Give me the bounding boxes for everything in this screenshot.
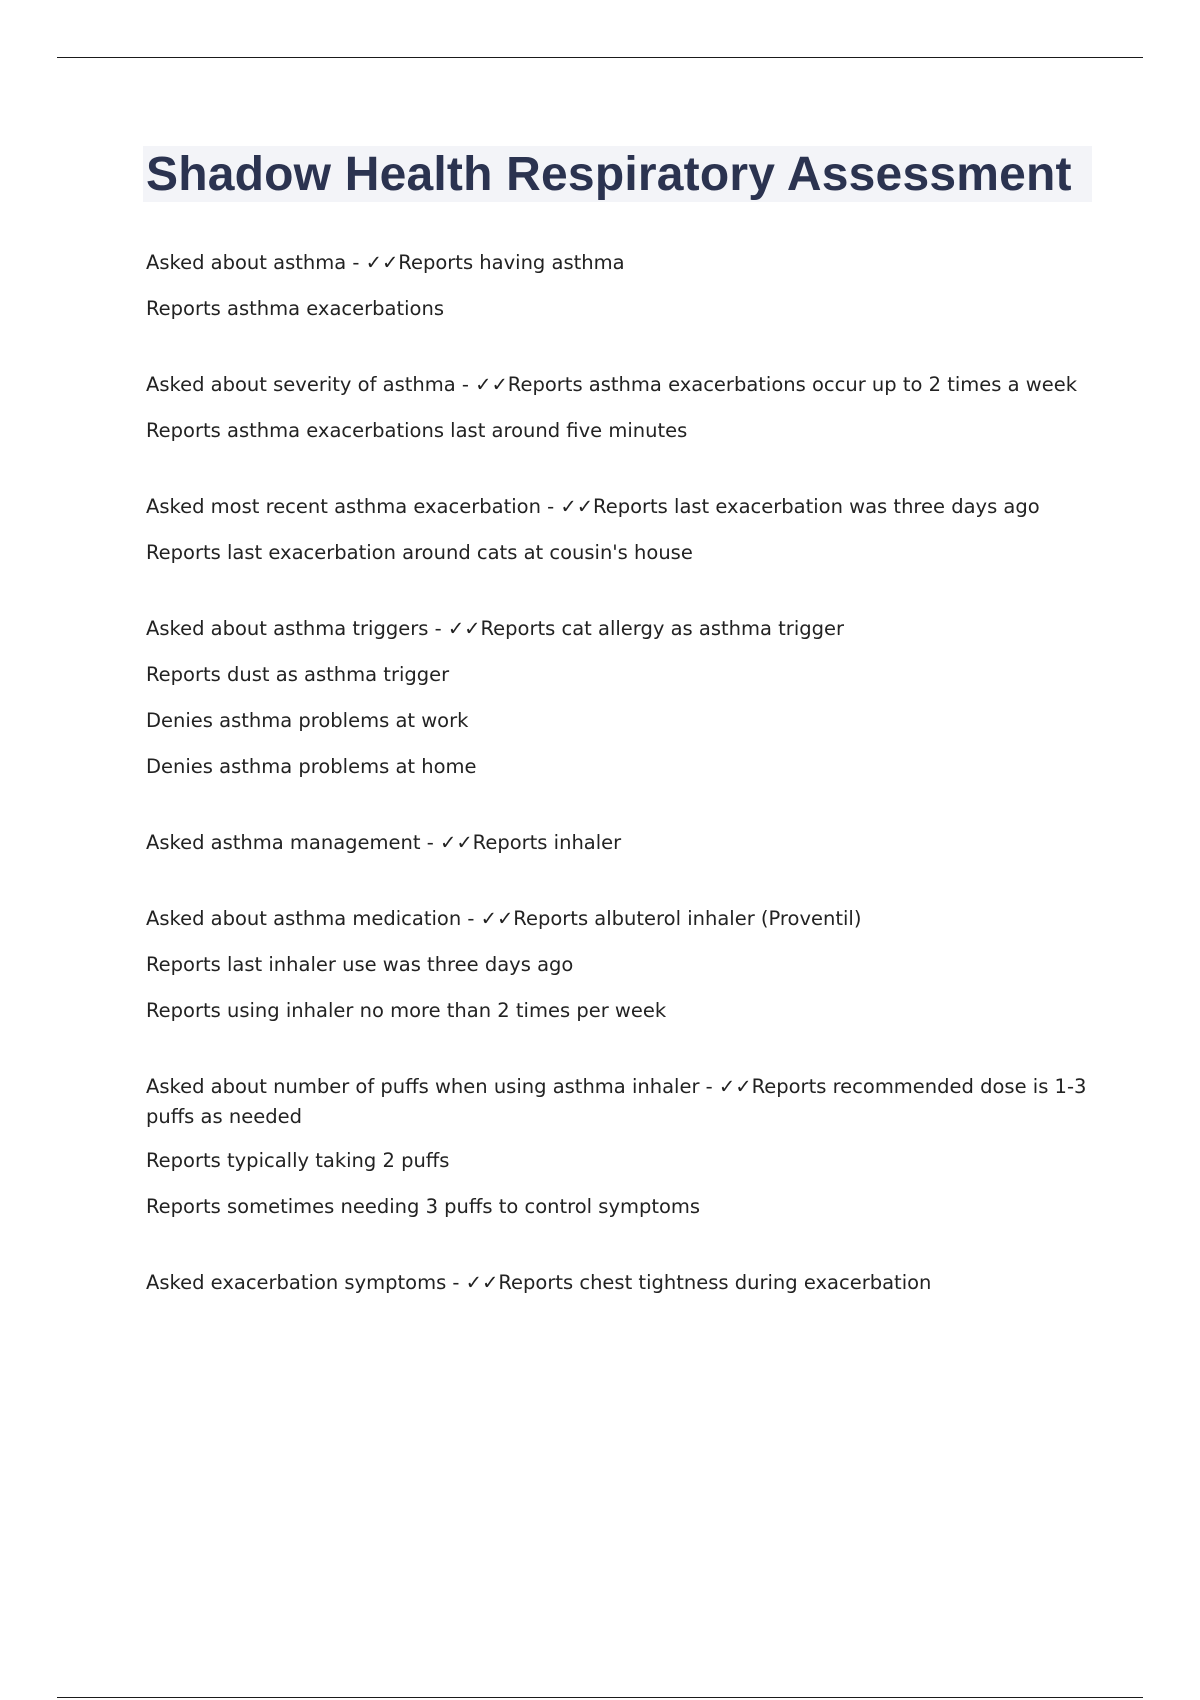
qa-group — [146, 1072, 1096, 1222]
qa-group — [146, 614, 1096, 782]
qa-line: Asked about asthma medication - ✓✓Reports albuterol inhaler (Proventil) — [146, 907, 862, 930]
qa-line: Asked about asthma triggers - ✓✓Reports cat allergy as asthma trigger — [146, 617, 845, 640]
qa-group — [146, 370, 1096, 446]
qa-group — [146, 904, 1096, 1026]
document-body — [146, 248, 1096, 1344]
qa-group — [146, 828, 1096, 858]
qa-line: Reports last inhaler use was three days ago — [146, 953, 574, 976]
qa-group — [146, 248, 1096, 324]
qa-line: Asked about severity of asthma - ✓✓Reports asthma exacerbations occur up to 2 times a week — [146, 373, 1078, 396]
bottom-divider — [57, 1697, 1143, 1698]
qa-line: Reports dust as asthma trigger — [146, 663, 450, 686]
qa-line: Reports typically taking 2 puffs — [146, 1149, 450, 1172]
qa-line: Asked about asthma - ✓✓Reports having asthma — [146, 251, 625, 274]
qa-line: Asked about number of puffs when using asthma inhaler - ✓✓Reports recommended dose is 1-3 puffs as needed — [146, 1075, 1087, 1128]
qa-line: Reports last exacerbation around cats at cousin's house — [146, 541, 693, 564]
page-title: Shadow Health Respiratory Assessment — [146, 147, 1072, 201]
qa-line: Reports asthma exacerbations — [146, 297, 444, 320]
qa-line: Asked exacerbation symptoms - ✓✓Reports chest tightness during exacerbation — [146, 1271, 932, 1294]
qa-line: Reports asthma exacerbations last around five minutes — [146, 419, 688, 442]
qa-group — [146, 492, 1096, 568]
qa-line: Reports sometimes needing 3 puffs to control symptoms — [146, 1195, 701, 1218]
qa-line: Denies asthma problems at home — [146, 755, 477, 778]
qa-line: Asked most recent asthma exacerbation - ✓✓Reports last exacerbation was three days ago — [146, 495, 1040, 518]
qa-group — [146, 1268, 1096, 1298]
qa-line: Reports using inhaler no more than 2 times per week — [146, 999, 667, 1022]
top-divider — [57, 57, 1143, 58]
qa-line: Denies asthma problems at work — [146, 709, 469, 732]
qa-line: Asked asthma management - ✓✓Reports inhaler — [146, 831, 622, 854]
title-banner — [143, 146, 1092, 202]
